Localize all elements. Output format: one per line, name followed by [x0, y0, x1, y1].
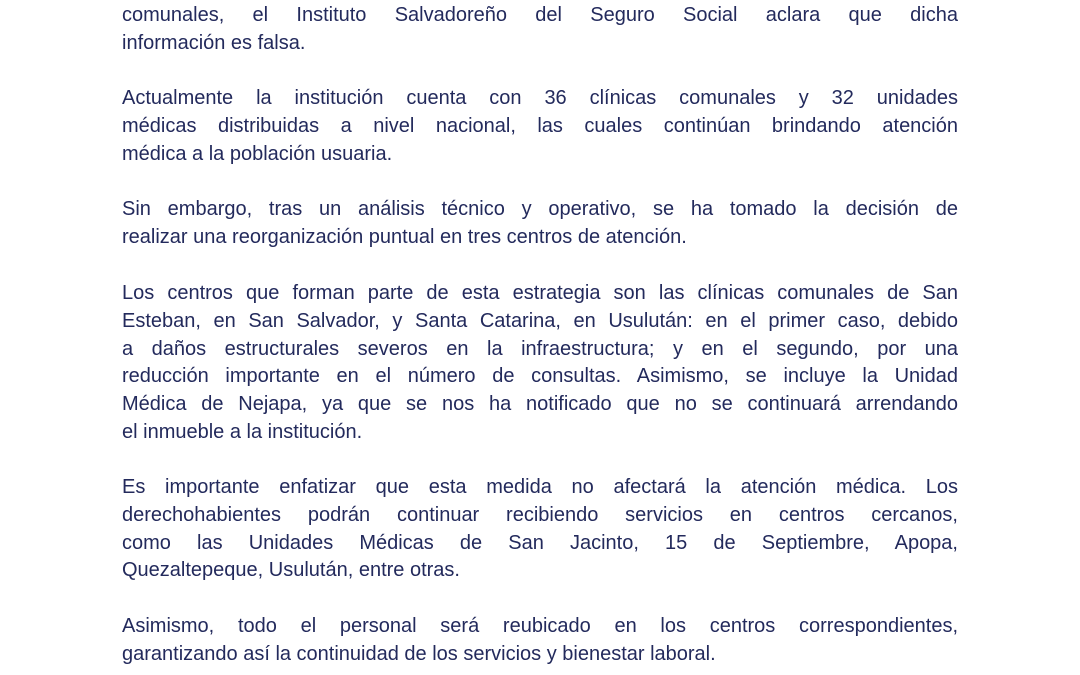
text-line: el inmueble a la institución. — [122, 420, 363, 443]
text-line: Actualmente la institución cuenta con 36 clínicas comunales y 32 unidades — [122, 87, 958, 109]
paragraph-current-capacity — [122, 85, 958, 168]
text-line: realizar una reorganización puntual en tres centros de atención. — [122, 225, 687, 248]
text-line: Es importante enfatizar que esta medida no afectará la atención médica. Los — [122, 476, 958, 498]
paragraph-clarification — [122, 2, 958, 58]
text-line: como las Unidades Médicas de San Jacinto, 15 de Septiembre, Apopa, — [122, 531, 958, 554]
text-line: Asimismo, todo el personal será reubicado en los centros correspondientes, — [122, 615, 958, 637]
text-line: médica a la población usuaria. — [122, 142, 393, 165]
paragraph-continuity-of-care — [122, 474, 958, 585]
text-line: médicas distribuidas a nivel nacional, las cuales continúan brindando atención — [122, 114, 958, 137]
text-line: Quezaltepeque, Usulután, entre otras. — [122, 559, 460, 582]
text-line: Los centros que forman parte de esta estrategia son las clínicas comunales de San — [122, 282, 958, 304]
paragraph-staff-relocation — [122, 613, 958, 669]
text-line: comunales, el Instituto Salvadoreño del Seguro Social aclara que dicha — [122, 4, 958, 26]
text-line: a daños estructurales severos en la infraestructura; y en el segundo, por una — [122, 337, 958, 360]
text-line: Sin embargo, tras un análisis técnico y operativo, se ha tomado la decisión de — [122, 198, 958, 220]
text-line: información es falsa. — [122, 31, 306, 54]
text-line: Esteban, en San Salvador, y Santa Catarina, en Usulután: en el primer caso, debido — [122, 309, 958, 332]
text-line: garantizando así la continuidad de los servicios y bienestar laboral. — [122, 642, 716, 665]
text-line: derechohabientes podrán continuar recibiendo servicios en centros cercanos, — [122, 503, 958, 526]
paragraph-reorganization-decision — [122, 196, 958, 252]
paragraph-affected-centers — [122, 280, 958, 447]
text-line: reducción importante en el número de consultas. Asimismo, se incluye la Unidad — [122, 365, 958, 388]
text-line: Médica de Nejapa, ya que se nos ha notificado que no se continuará arrendando — [122, 393, 958, 416]
